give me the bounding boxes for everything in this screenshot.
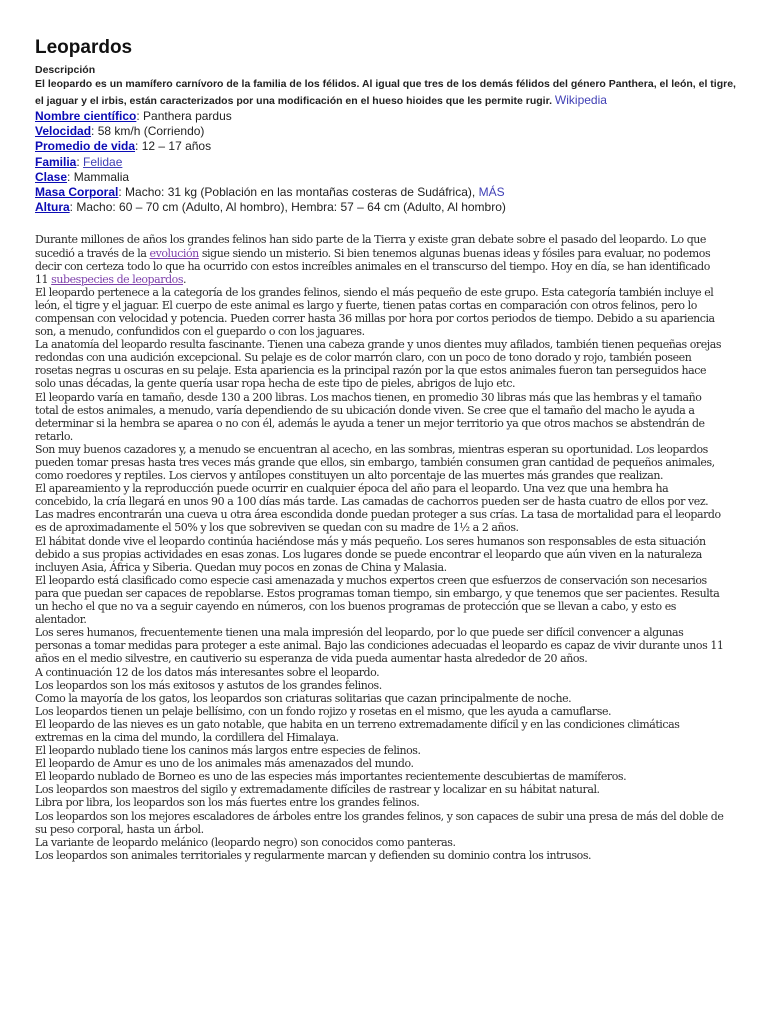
article-paragraph: Los leopardos tienen un pelaje bellísimo, con un fondo rojizo y rosetas en el mismo, que les ayuda a camuflarse.	[35, 704, 612, 718]
description	[35, 77, 740, 109]
article-paragraph: Como la mayoría de los gatos, los leopardos son criaturas solitarias que cazan principalmente de noche.	[35, 691, 572, 705]
fact-value: Mammalia	[73, 169, 130, 184]
fact-height: Altura: Macho: 60 – 70 cm (Adulto, Al hombro), Hembra: 57 – 64 cm (Adulto, Al hombro)	[35, 200, 506, 215]
fact-value: Panthera pardus	[143, 109, 232, 123]
fact-lifespan: Promedio de vida: 12 – 17 años	[35, 139, 212, 154]
wikipedia-link[interactable]: Wikipedia	[554, 92, 607, 107]
more-link[interactable]: MÁS	[478, 185, 505, 200]
article-paragraph: Libra por libra, los leopardos son los más fuertes entre los grandes felinos.	[35, 796, 420, 810]
fact-key-link[interactable]: Promedio de vida	[35, 139, 136, 154]
fact-key-link[interactable]: Masa Corporal	[35, 185, 119, 200]
fact-value: 58 km/h (Corriendo)	[97, 124, 205, 139]
article-paragraph: El leopardo pertenece a la categoría de los grandes felinos, siendo el más pequeño de este grupo. Esta categoría también incluye el león, el tigre y el jaguar. El cuerpo de este animal es largo y fuerte, tienen patas cortas en comparación con otros felinos, pero lo compensan con velocidad y potencia. Pueden correr hasta 36 millas por hora por cortos periodos de tiempo. Debido a su apariencia son, a menudo, confundidos con el guepardo o con los jaguares.	[35, 285, 715, 339]
fact-key-link[interactable]: Velocidad	[35, 124, 92, 139]
subspecies-link[interactable]: subespecies de leopardos	[51, 272, 184, 286]
text-run: Durante millones de años los grandes felinos han sido parte de la Tierra y existe gran debate sobre el pasado del leopardo. Lo que sucedió a través de la	[35, 233, 706, 260]
article-paragraph: La variante de leopardo melánico (leopardo negro) son conocidos como panteras.	[35, 835, 456, 849]
description-text: El leopardo es un mamífero carnívoro de la familia de los félidos. Al igual que tres de los demás félidos del género Panthera, el león, el tigre, el jaguar y el irbis, están caracterizados por una modificación en el hueso hioides que les permite rugir.	[35, 78, 736, 107]
document-page	[35, 36, 740, 862]
text-run: .	[183, 272, 187, 286]
article-paragraph: El leopardo de Amur es uno de los animales más amenazados del mundo.	[35, 757, 414, 771]
article-paragraph: El leopardo varía en tamaño, desde 130 a 200 libras. Los machos tienen, en promedio 30 libras más que las hembras y el tamaño total de estos animales, a menudo, varía dependiendo de su ubicación donde viven. Se cree que el tamaño del macho le ayuda a determinar si la hembra se aparea o no con él, además le ayuda a tener un mejor territorio ya que otros machos se abstendrán de retarlo.	[35, 390, 705, 443]
fact-key-link[interactable]: Nombre científico	[35, 109, 137, 123]
fact-scientific-name: Nombre científico: Panthera pardus	[35, 109, 232, 123]
facts-box	[35, 109, 740, 215]
article-paragraph: Los leopardos son animales territoriales y regularmente marcan y defienden su dominio contra los intrusos.	[35, 848, 592, 862]
fact-key-link[interactable]: Altura	[35, 200, 70, 215]
fact-family: Familia: Felidae	[35, 154, 123, 169]
fact-class: Clase: Mammalia	[35, 169, 130, 184]
article-paragraph: Los leopardos son los más exitosos y astutos de los grandes felinos.	[35, 678, 382, 692]
article-paragraph: La anatomía del leopardo resulta fascinante. Tienen una cabeza grande y unos dientes muy afilados, también tienen pequeñas orejas redondas con una audición excepcional. Su pelaje es de color marrón claro, con un poco de tono dorado y rojo, también poseen rosetas negras u oscuras en su pelaje. Esta apariencia es la principal razón por la que estos animales fueron tan perseguidos hace solo unas décadas, la gente quería usar ropa hecha de este tipo de pieles, abrigos de lujo etc.	[35, 338, 722, 391]
description-label: Descripción	[35, 64, 96, 76]
article-paragraph: A continuación 12 de los datos más interesantes sobre el leopardo.	[35, 665, 380, 679]
article-paragraph: El leopardo nublado tiene los caninos más largos entre especies de felinos.	[35, 744, 421, 758]
fact-key-link[interactable]: Clase	[35, 169, 68, 184]
fact-mass: Masa Corporal: Macho: 31 kg (Población en las montañas costeras de Sudáfrica), MÁS	[35, 185, 505, 200]
article-paragraph: El leopardo está clasificado como especie casi amenazada y muchos expertos creen que esfuerzos de conservación son necesarios para que puedan ser capaces de repoblarse. Estos programas toman tiempo, sin embargo, y que tenemos que ser pacientes. Resulta un hecho el que no va a seguir cayendo en números, con los buenos programas de protección que se llevan a cabo, y esto es alentador.	[35, 573, 720, 627]
article-paragraph: El leopardo nublado de Borneo es uno de las especies más importantes recientemente descubiertas de mamíferos.	[35, 770, 627, 784]
article-paragraph: Los leopardos son los mejores escaladores de árboles entre los grandes felinos, y son capaces de subir una presa de más del doble de su peso corporal, hasta un árbol.	[35, 809, 724, 836]
article-paragraph: El leopardo de las nieves es un gato notable, que habita en un terreno extremadamente difícil y en las condiciones climáticas extremas en la cima del mundo, la cordillera del Himalaya.	[35, 717, 680, 744]
fact-value: Macho: 31 kg (Población en las montañas costeras de Sudáfrica),	[125, 185, 476, 200]
family-value-link[interactable]: Felidae	[83, 154, 123, 169]
article-paragraph: El apareamiento y la reproducción puede ocurrir en cualquier época del año para el leopardo. Una vez que una hembra ha concebido, la cría llegará en unos 90 a 100 días más tarde. Las camadas de cachorros pueden ser de hasta cuatro de ellos por vez. Las madres encontrarán una cueva u otra área escondida donde puedan proteger a sus crías. La tasa de mortalidad para el leopardo es de aproximadamente el 50% y los que sobreviven se quedan con su madre de 1½ a 2 años.	[35, 482, 721, 535]
article-paragraph	[35, 233, 725, 285]
article-paragraph: Son muy buenos cazadores y, a menudo se encuentran al acecho, en las sombras, mientras esperan su oportunidad. Los leopardos pueden tomar presas hasta tres veces más grande que ellos, sin embargo, también consumen gran cantidad de pequeños animales, como roedores y reptiles. Los ciervos y antílopes constituyen un alto porcentaje de las muertes más grandes que realizan.	[35, 442, 715, 483]
article-paragraph: Los leopardos son maestros del sigilo y extremadamente difíciles de rastrear y localizar en su hábitat natural.	[35, 783, 600, 797]
text-run: sigue siendo un misterio. Si bien tenemos algunas buenas ideas y fósiles para evaluar, no podemos decir con certeza todo lo que ha ocurrido con estos increíbles animales en el transcurso del tiempo. Hoy en día, se han identificado 11	[35, 246, 711, 286]
fact-key-link[interactable]: Familia	[35, 154, 77, 169]
fact-value: Macho: 60 – 70 cm (Adulto, Al hombro), Hembra: 57 – 64 cm (Adulto, Al hombro)	[76, 200, 506, 215]
article-paragraph: El hábitat donde vive el leopardo continúa haciéndose más y más pequeño. Los seres humanos son responsables de esta situación debido a sus propias actividades en esas zonas. Los lugares donde se puede encontrar el leopardo que aún viven en la naturaleza incluyen Asia, África y Siberia. Quedan muy pocos en zonas de China y Malasia.	[35, 534, 706, 574]
article-body	[35, 233, 725, 862]
fact-value: 12 – 17 años	[141, 139, 212, 154]
article-paragraph: Los seres humanos, frecuentemente tienen una mala impresión del leopardo, por lo que puede ser difícil convencer a algunas personas a tomar medidas para proteger a este animal. Bajo las condiciones adecuadas el leopardo es capaz de vivir durante unos 11 años en el medio silvestre, en cautiverio su esperanza de vida pueda aumentar hasta alrededor de 20 años.	[35, 626, 724, 666]
page-title: Leopardos	[35, 37, 133, 58]
fact-speed: Velocidad: 58 km/h (Corriendo)	[35, 124, 205, 139]
evolution-link[interactable]: evolución	[149, 246, 199, 260]
